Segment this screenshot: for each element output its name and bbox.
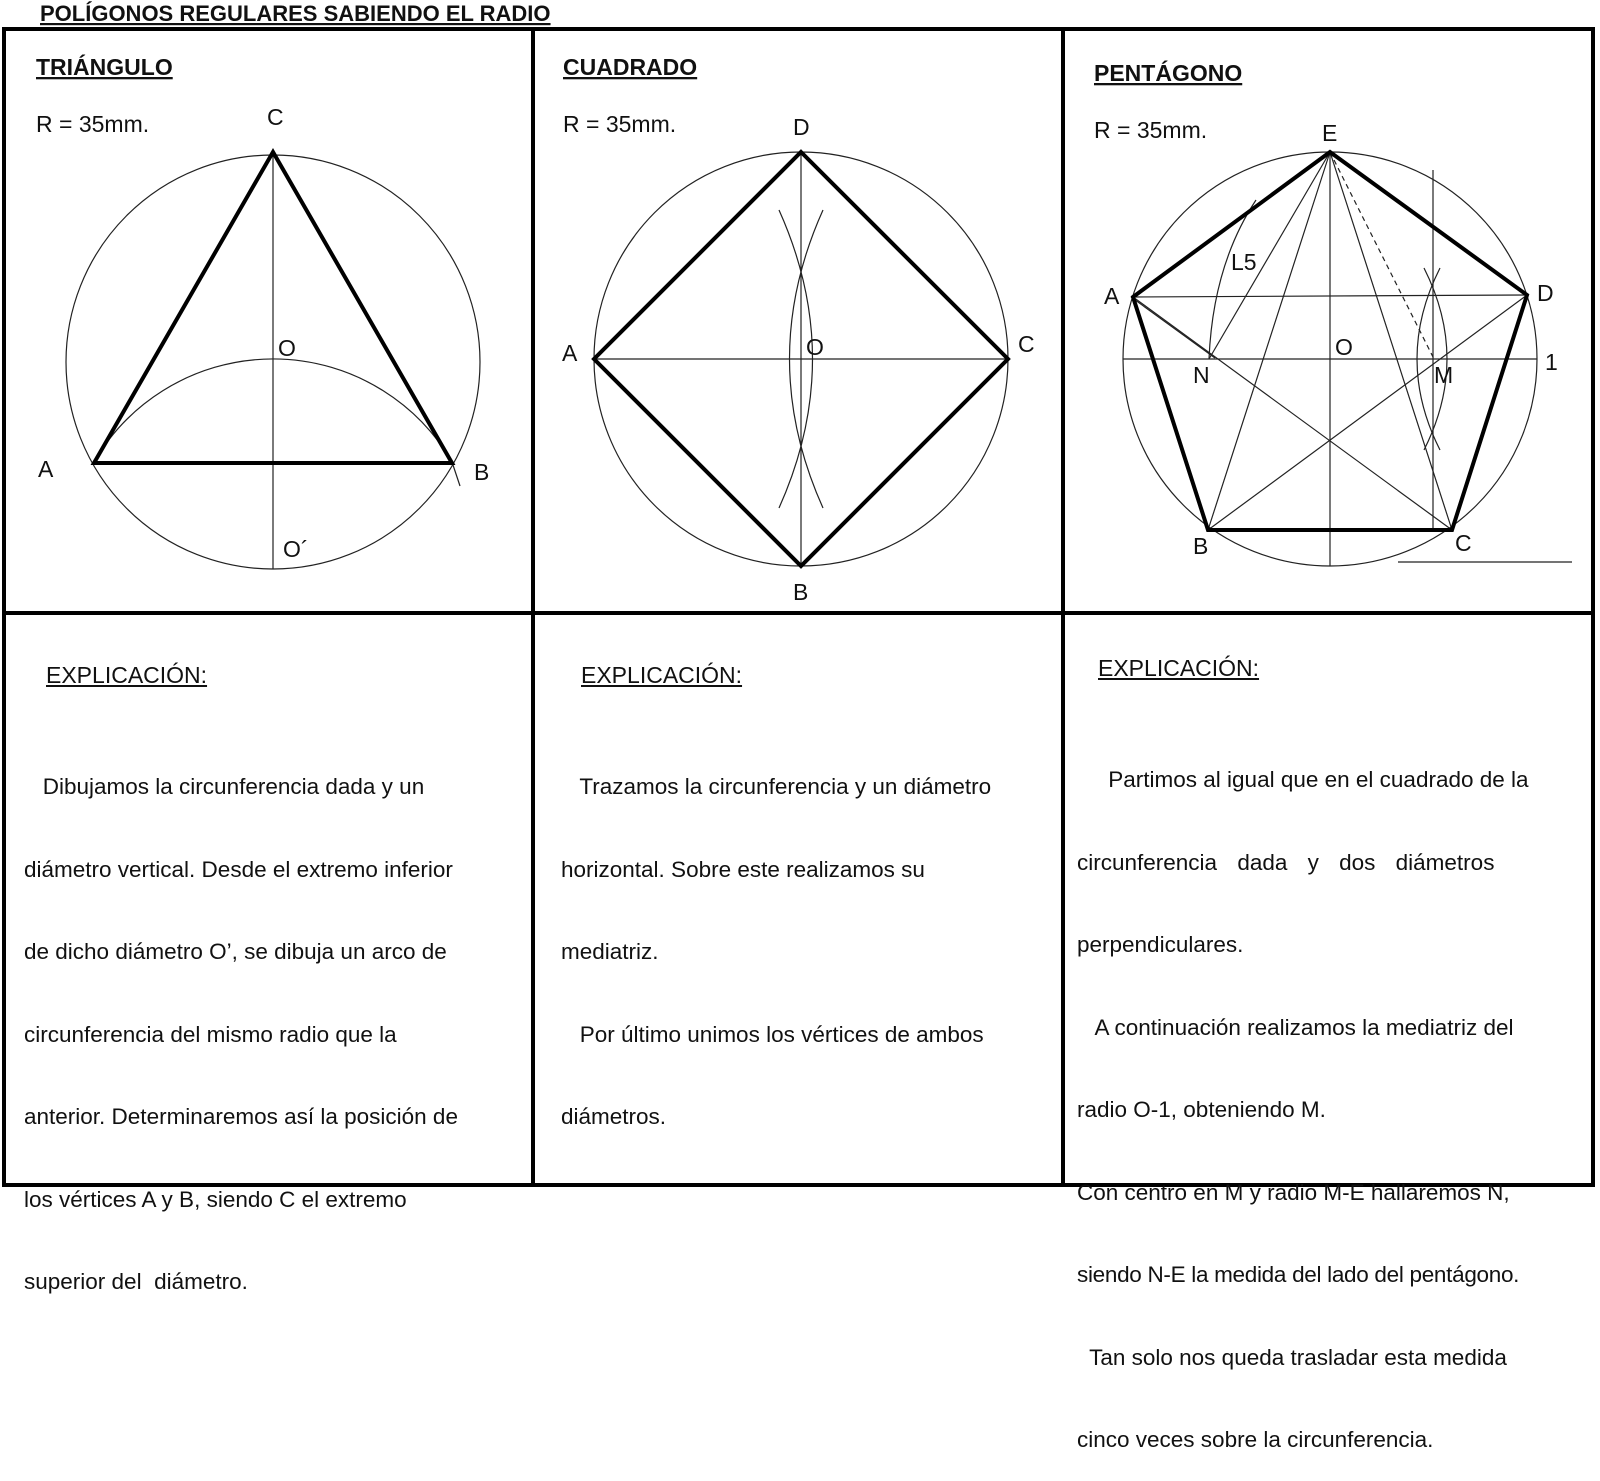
pentagon-point-b-label: B xyxy=(1193,533,1209,559)
pentagon-explanation-title: EXPLICACIÓN: xyxy=(1098,655,1260,681)
triangle-explanation xyxy=(24,718,514,1323)
square-panel xyxy=(562,54,1035,605)
triangle-expl-line: circunferencia del mismo radio que la xyxy=(24,1021,397,1047)
pentagon-point-c-label: C xyxy=(1455,530,1472,556)
square-explanation xyxy=(561,718,1051,1158)
triangle-panel xyxy=(36,53,489,569)
pentagon-expl-line: A continuación realizamos la mediatriz del xyxy=(1077,1014,1514,1040)
pentagon-point-a-label: A xyxy=(1104,283,1120,309)
pentagon-radius-label: R = 35mm. xyxy=(1094,117,1208,143)
square-expl-line: diámetros. xyxy=(561,1104,667,1129)
square-point-d-label: D xyxy=(793,114,810,140)
pentagon-expl-line: Tan solo nos queda trasladar esta medida xyxy=(1077,1344,1507,1370)
pentagon-expl-line: radio O-1, obteniendo M. xyxy=(1077,1097,1326,1122)
square-point-c-label: C xyxy=(1018,331,1035,357)
triangle-point-o-prime-label: O´ xyxy=(283,536,309,562)
pentagon-heading: PENTÁGONO xyxy=(1094,60,1243,86)
square-point-b-label: B xyxy=(793,579,809,605)
pentagon-expl-line: cinco veces sobre la circunferencia. xyxy=(1077,1427,1434,1452)
square-radius-label: R = 35mm. xyxy=(563,111,677,137)
pentagon-point-m-label: M xyxy=(1434,362,1454,388)
square-heading: CUADRADO xyxy=(563,54,698,80)
pentagon-point-e-label: E xyxy=(1322,120,1338,146)
square-point-a-label: A xyxy=(562,340,578,366)
pentagon-l5-label: L5 xyxy=(1231,249,1257,275)
triangle-heading: TRIÁNGULO xyxy=(36,54,173,80)
triangle-explanation-title: EXPLICACIÓN: xyxy=(46,662,208,688)
pentagon-expl-line: perpendiculares. xyxy=(1077,932,1244,957)
triangle-expl-line: superior del diámetro. xyxy=(24,1269,248,1294)
pentagon-panel xyxy=(1094,59,1572,566)
pentagon-point-n-label: N xyxy=(1193,362,1210,388)
square-expl-line: horizontal. Sobre este realizamos su xyxy=(561,856,925,882)
triangle-expl-line: Dibujamos la circunferencia dada y un xyxy=(24,774,425,799)
triangle-expl-line: anterior. Determinaremos así la posición de xyxy=(24,1104,458,1129)
triangle-point-o-label: O xyxy=(278,335,296,361)
square-expl-line: Trazamos la circunferencia y un diámetro xyxy=(561,774,992,799)
square-explanation-title: EXPLICACIÓN: xyxy=(581,662,743,688)
triangle-point-b-label: B xyxy=(474,459,490,485)
pentagon-point-o-label: O xyxy=(1335,334,1353,360)
triangle-arc-tail xyxy=(452,462,460,486)
pentagon-diagonal-a-c xyxy=(1133,297,1452,530)
page-title: POLÍGONOS REGULARES SABIENDO EL RADIO xyxy=(40,1,551,26)
triangle-expl-line: diámetro vertical. Desde el extremo inferior xyxy=(24,856,453,882)
square-point-o-label: O xyxy=(806,334,824,360)
square-expl-line: Por último unimos los vértices de ambos xyxy=(561,1021,984,1047)
triangle-expl-line: de dicho diámetro O’, se dibuja un arco de xyxy=(24,939,447,964)
pentagon-expl-line: circunferencia dada y dos diámetros xyxy=(1077,849,1495,875)
square-expl-line: mediatriz. xyxy=(561,939,659,964)
pentagon-segment-m-e-dashed xyxy=(1330,152,1434,359)
pentagon-segment-n-e xyxy=(1209,152,1330,359)
pentagon-explanation xyxy=(1077,711,1583,1481)
pentagon-expl-line: Con centro en M y radio M-E hallaremos N, xyxy=(1077,1179,1510,1205)
pentagon-point-d-label: D xyxy=(1537,280,1554,306)
pentagon-point-1-label: 1 xyxy=(1545,349,1558,375)
pentagon-expl-line: Partimos al igual que en el cuadrado de la xyxy=(1077,767,1529,792)
triangle-point-a-label: A xyxy=(38,456,54,482)
pentagon-expl-line: siendo N-E la medida del lado del pentágono. xyxy=(1077,1262,1520,1287)
pentagon-diagonal-d-b xyxy=(1208,295,1527,530)
triangle-point-c-label: C xyxy=(267,104,284,130)
triangle-radius-label: R = 35mm. xyxy=(36,111,150,137)
pentagon-diagonal-e-b xyxy=(1208,152,1330,530)
triangle-expl-line: los vértices A y B, siendo C el extremo xyxy=(24,1186,407,1212)
